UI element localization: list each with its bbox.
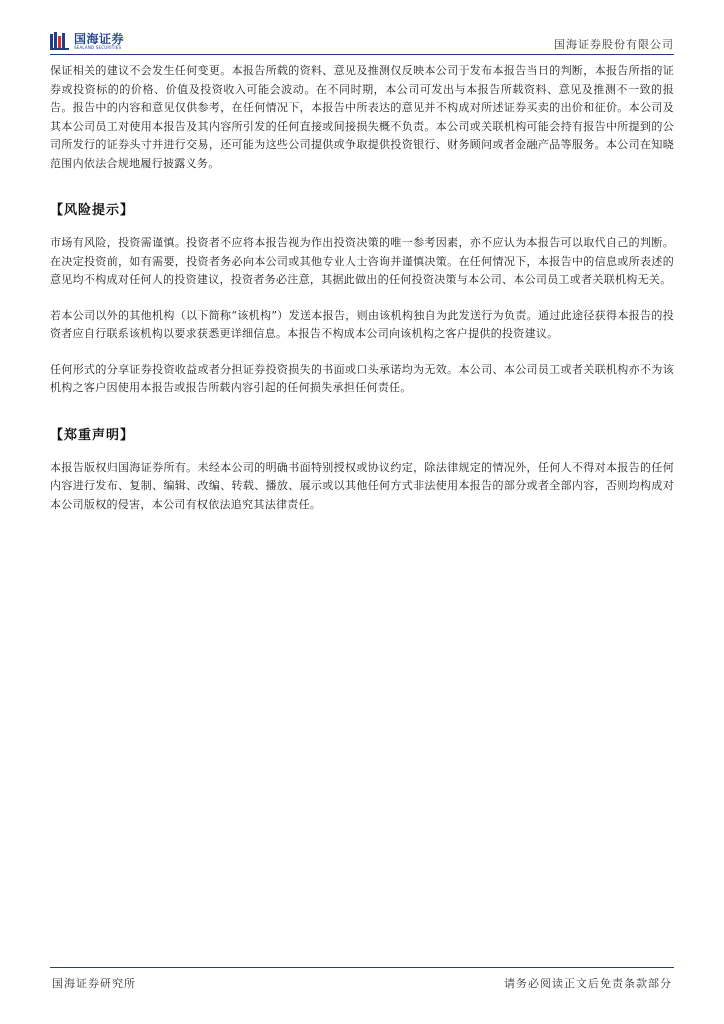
logo-english-text: SEALAND SECURITIES <box>74 44 122 50</box>
company-logo <box>50 30 124 52</box>
disclaimer-body <box>50 62 674 531</box>
footer-divider <box>50 967 674 968</box>
notice-heading: 【郑重声明】 <box>50 427 135 443</box>
risk-paragraph-1: 市场有风险，投资需谨慎。投资者不应将本报告视为作出投资决策的唯一参考因素，亦不应认为本报告可以取代自己的判断。在决定投资前，如有需要，投资者务必向本公司或其他专业人士咨询并谨慎决策。在任何情况下，本报告中的信息或所表述的意见均不构成对任何人的投资建议，投资者务必注意，其据此做出的任何投资决策与本公司、本公司员工或者关联机构无关。 <box>50 236 674 286</box>
risk-heading: 【风险提示】 <box>50 203 135 218</box>
page-header <box>50 30 674 52</box>
sealand-logo-icon <box>50 32 70 50</box>
risk-paragraph-3: 任何形式的分享证券投资收益或者分担证券投资损失的书面或口头承诺均为无效。本公司、本公司员工或者关联机构亦不为该机构之客户因使用本报告或报告所载内容引起的任何损失承担任何责任。 <box>50 362 674 394</box>
risk-paragraph-2: 若本公司以外的其他机构（以下简称“该机构”）发送本报告，则由该机构独自为此发送行为负责。通过此途径获得本报告的投资者应自行联系该机构以要求获悉更详细信息。本报告不构成本公司向该机构之客户提供的投资建议。 <box>50 308 674 340</box>
logo-chinese-text: 国海证券 <box>74 31 125 46</box>
company-name: 国海证券股份有限公司 <box>554 38 674 51</box>
intro-paragraph: 保证相关的建议不会发生任何变更。本报告所载的资料、意见及推测仅反映本公司于发布本报告当日的判断，本报告所指的证券或投资标的的价格、价值及投资收入可能会波动。在不同时期，本公司可发出与本报告所载资料、意见及推测不一致的报告。报告中的内容和意见仅供参考，在任何情况下，本报告中所表达的意见并不构成对所述证券买卖的出价和征价。本公司及其本公司员工对使用本报告及其内容所引发的任何直接或间接损失概不负责。本公司或关联机构可能会持有报告中所提到的公司所发行的证券头寸并进行交易，还可能为这些公司提供或争取提供投资银行、财务顾问或者金融产品等服务。本公司在知晓范围内依法合规地履行披露义务。 <box>50 64 674 170</box>
footer-institute: 国海证券研究所 <box>52 977 136 990</box>
notice-paragraph: 本报告版权归国海证券所有。未经本公司的明确书面特别授权或协议约定，除法律规定的情况外，任何人不得对本报告的任何内容进行发布、复制、编辑、改编、转载、播放、展示或以其他任何方式非法使用本报告的部分或者全部内容，否则均构成对本公司版权的侵害，本公司有权依法追究其法律责任。 <box>50 460 674 511</box>
footer-disclaimer-note: 请务必阅读正文后免责条款部分 <box>504 977 672 990</box>
header-divider <box>50 54 674 55</box>
